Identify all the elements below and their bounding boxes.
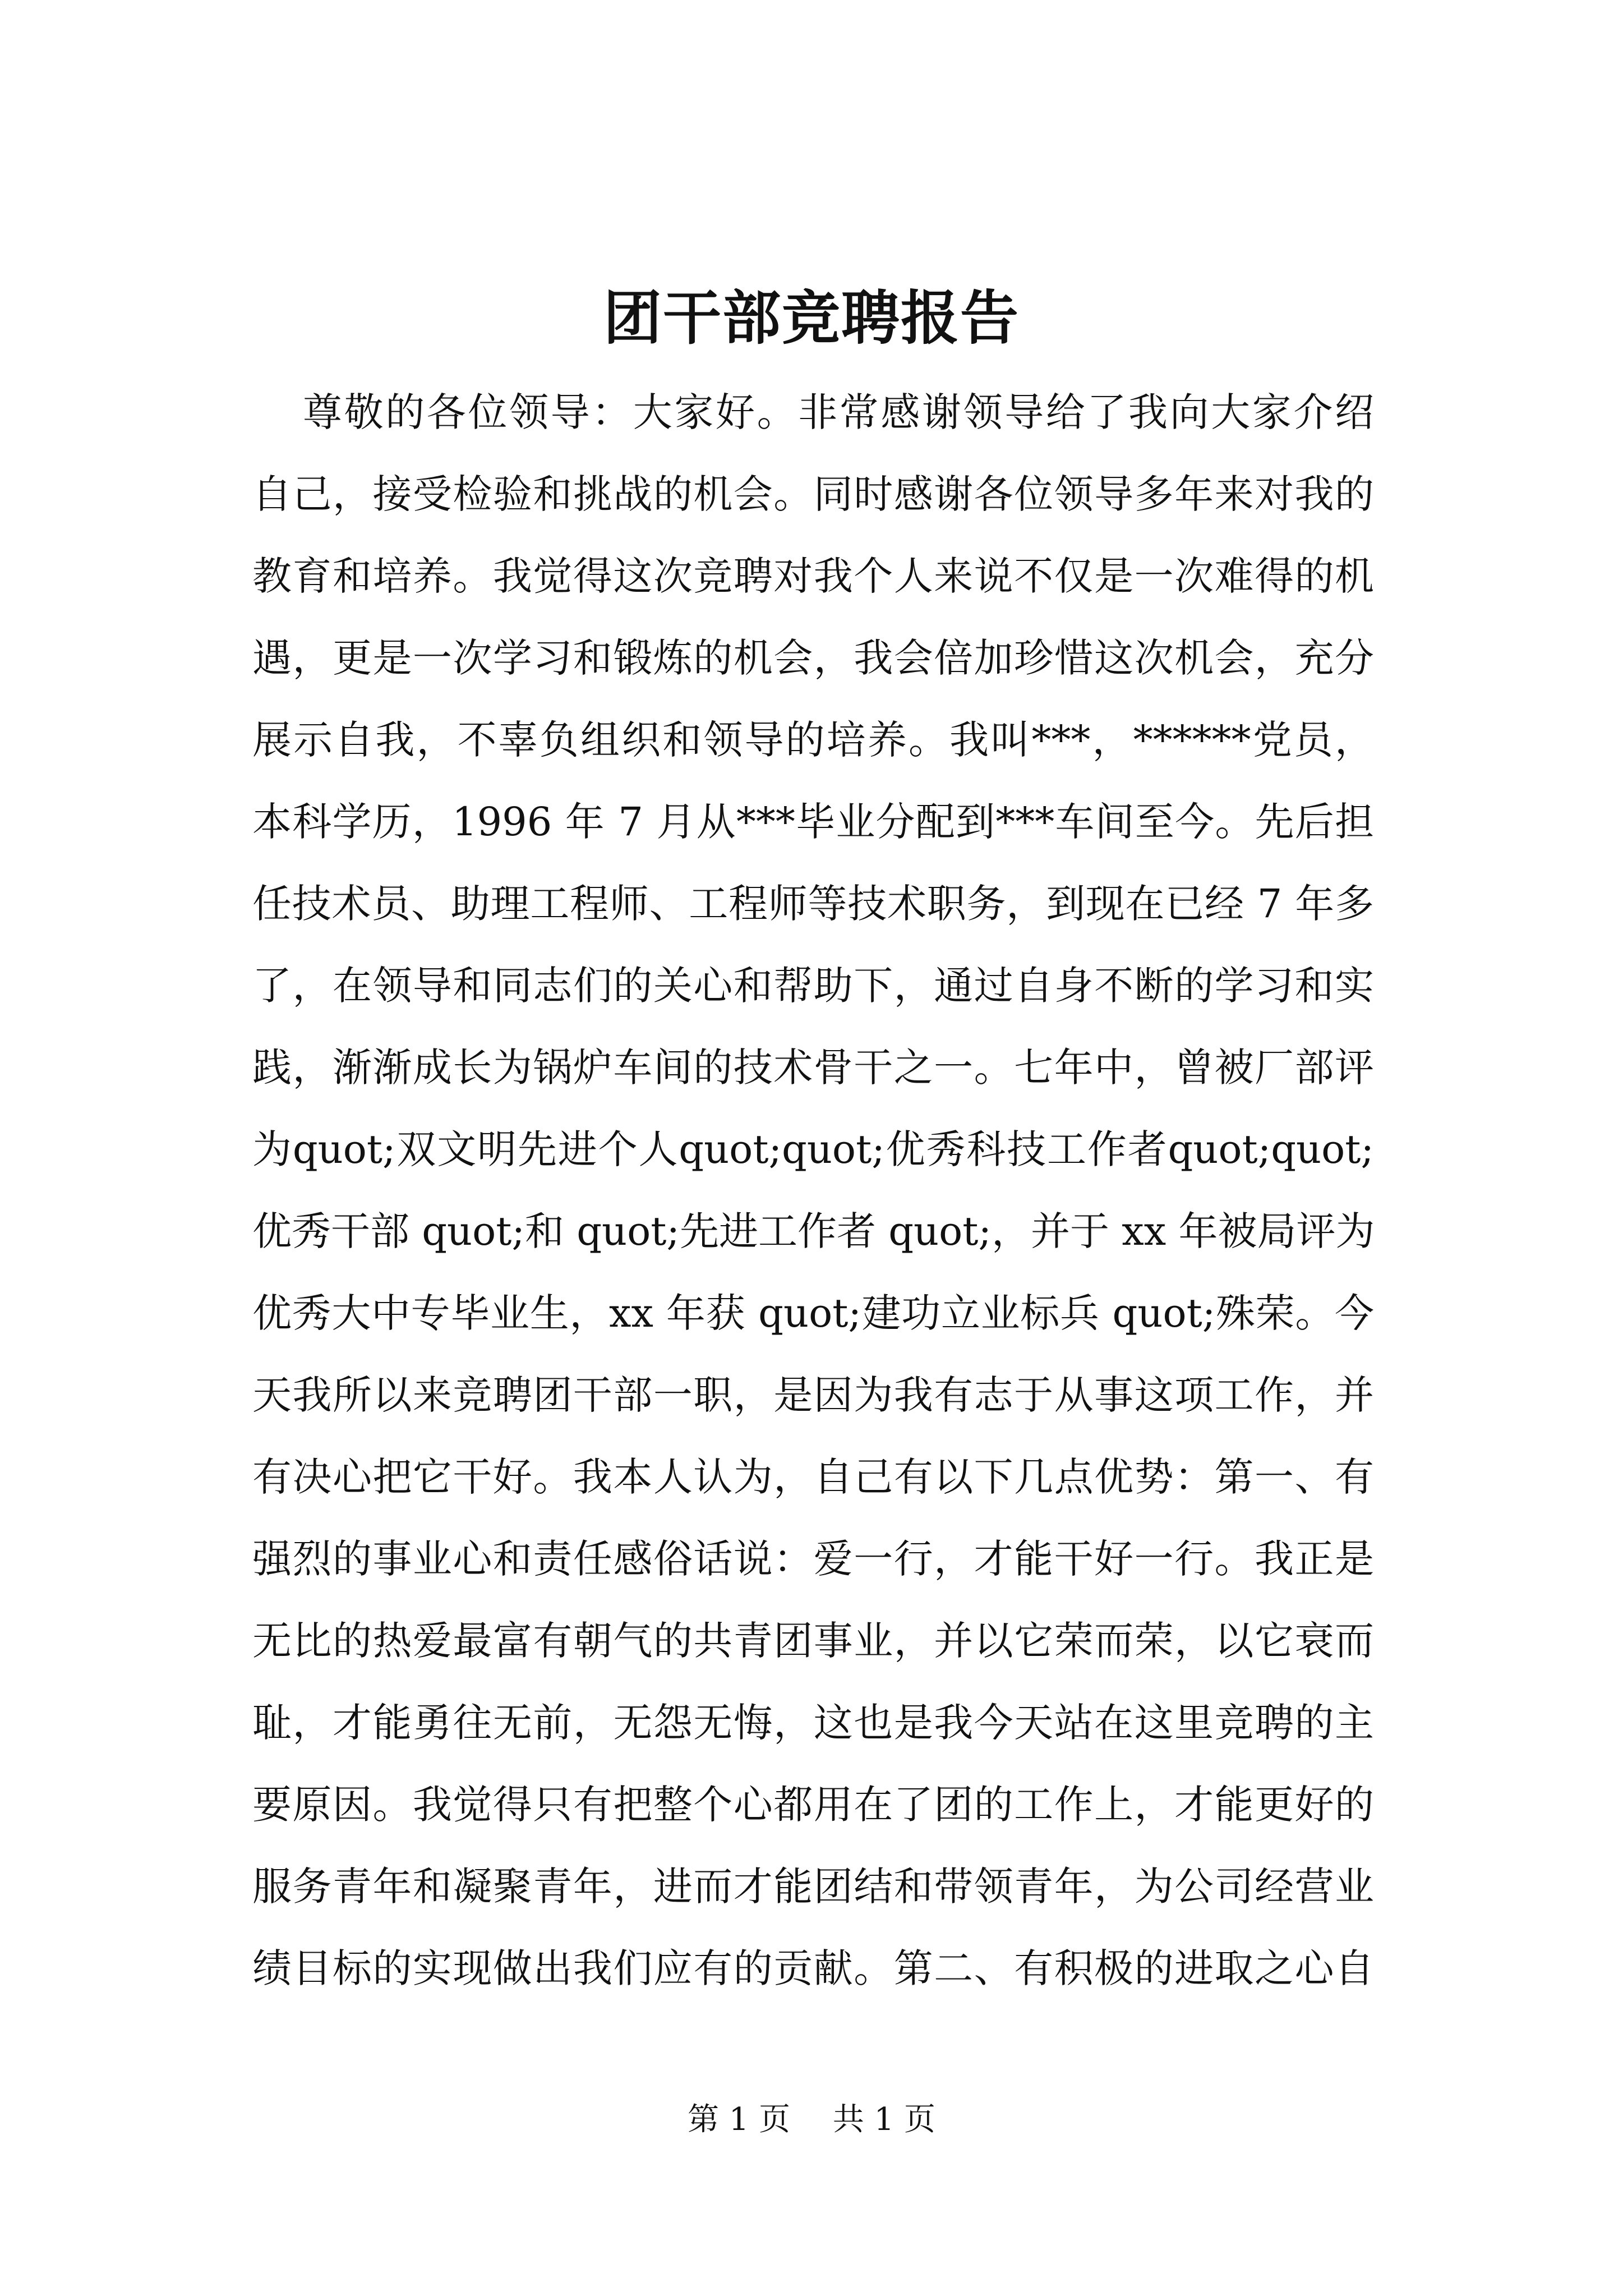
- body-line: 任技术员、助理工程师、工程师等技术职务，到现在已经 7 年多: [252, 881, 1374, 927]
- body-line: 为quot;双文明先进个人quot;quot;优秀科技工作者quot;quot;: [252, 1126, 1374, 1172]
- body-line: 要原因。我觉得只有把整个心都用在了团的工作上，才能更好的: [252, 1782, 1374, 1828]
- page-total: 共 1 页: [832, 2101, 936, 2138]
- body-line: 本科学历，1996 年 7 月从***毕业分配到***车间至今。先后担: [252, 799, 1374, 845]
- body-line: 绩目标的实现做出我们应有的贡献。第二、有积极的进取之心自: [252, 1945, 1374, 1991]
- body-line: 了，在领导和同志们的关心和帮助下，通过自身不断的学习和实: [252, 963, 1374, 1009]
- body-line: 服务青年和凝聚青年，进而才能团结和带领青年，为公司经营业: [252, 1864, 1374, 1910]
- body-line: 遇，更是一次学习和锻炼的机会，我会倍加珍惜这次机会，充分: [252, 635, 1374, 681]
- body-line: 自己，接受检验和挑战的机会。同时感谢各位领导多年来对我的: [252, 471, 1374, 517]
- body-line: 天我所以来竞聘团干部一职，是因为我有志于从事这项工作，并: [252, 1372, 1374, 1418]
- document-body: [252, 371, 1374, 2009]
- body-line: 践，渐渐成长为锅炉车间的技术骨干之一。七年中，曾被厂部评: [252, 1045, 1374, 1091]
- page-footer: [0, 2101, 1623, 2138]
- body-line: 优秀大中专毕业生，xx 年获 quot;建功立业标兵 quot;殊荣。今: [252, 1290, 1374, 1336]
- body-line: 展示自我，不辜负组织和领导的培养。我叫***，******党员，: [252, 717, 1374, 763]
- body-line: 教育和培养。我觉得这次竞聘对我个人来说不仅是一次难得的机: [252, 553, 1374, 599]
- body-line: 无比的热爱最富有朝气的共青团事业，并以它荣而荣，以它衰而: [252, 1618, 1374, 1664]
- body-line: 有决心把它干好。我本人认为，自己有以下几点优势：第一、有: [252, 1454, 1374, 1500]
- page-number: 第 1 页: [687, 2101, 791, 2138]
- body-line: 强烈的事业心和责任感俗话说：爱一行，才能干好一行。我正是: [252, 1536, 1374, 1582]
- document-title: 团干部竞聘报告: [603, 283, 1020, 352]
- body-line: 耻，才能勇往无前，无怨无悔，这也是我今天站在这里竞聘的主: [252, 1700, 1374, 1746]
- body-line: 优秀干部 quot;和 quot;先进工作者 quot;，并于 xx 年被局评为: [252, 1208, 1375, 1254]
- body-line: 尊敬的各位领导：大家好。非常感谢领导给了我向大家介绍: [303, 389, 1374, 435]
